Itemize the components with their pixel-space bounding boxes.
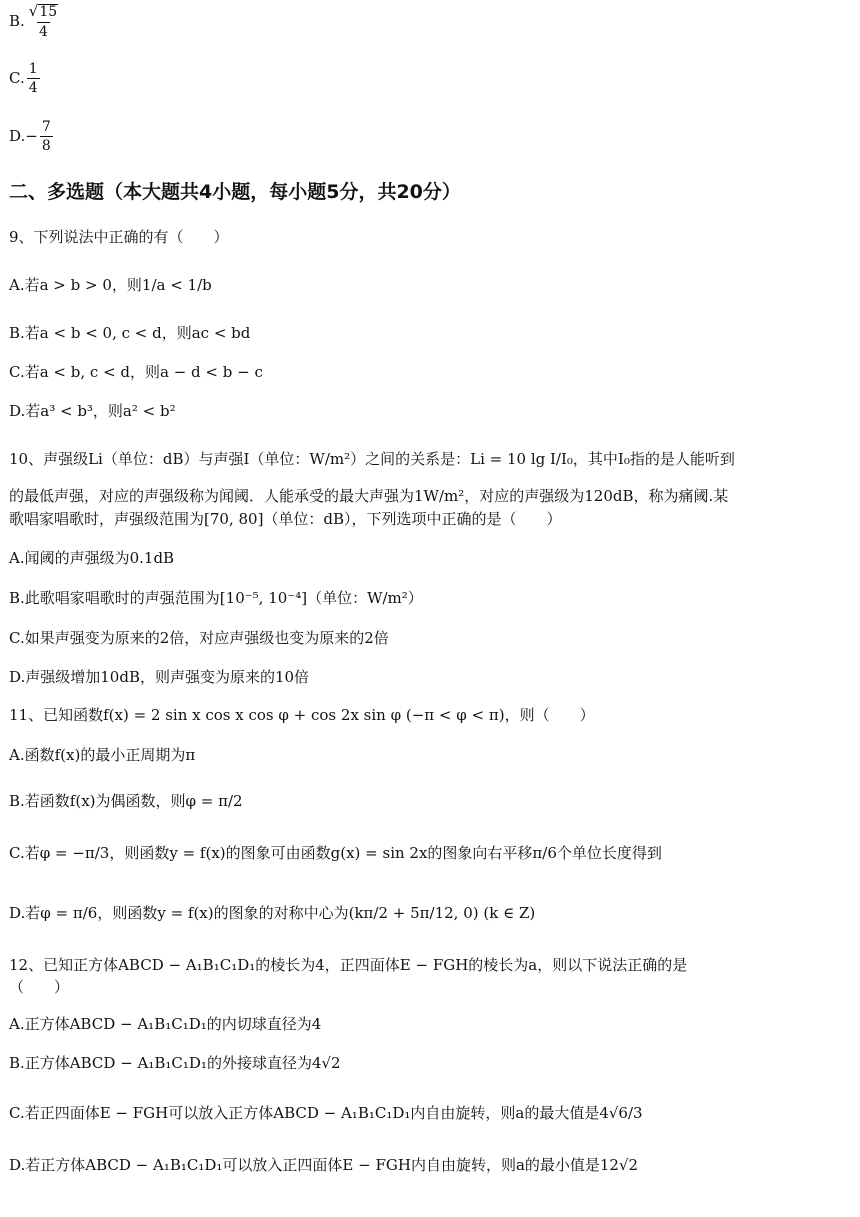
q9-stem: 9、下列说法中正确的有（ ） xyxy=(9,228,229,246)
q11-option-d: D.若φ = π/6，则函数y = f(x)的图象的对称中心为(kπ/2 + 5π/12, 0) (k ∈ Z) xyxy=(9,904,536,922)
option-label: B. xyxy=(9,12,25,31)
q10-option-d: D.声强级增加10dB，则声强变为原来的10倍 xyxy=(9,668,310,686)
q12-stem-line1: 12、已知正方体ABCD − A₁B₁C₁D₁的棱长为4，正四面体E − FGH的棱长为a，则以下说法正确的是 xyxy=(9,956,688,974)
q11-stem: 11、已知函数f(x) = 2 sin x cos x cos φ + cos 2x sin φ (−π < φ < π)，则（ ） xyxy=(9,706,595,724)
q11-option-b: B.若函数f(x)为偶函数，则φ = π/2 xyxy=(9,792,243,810)
option-label: C. xyxy=(9,69,25,87)
option-d-previous xyxy=(9,120,55,153)
section-heading: 二、多选题（本大题共4小题，每小题5分，共20分） xyxy=(9,181,461,203)
option-c-previous xyxy=(9,62,42,95)
q12-option-b: B.正方体ABCD − A₁B₁C₁D₁的外接球直径为4√2 xyxy=(9,1054,341,1072)
q10-stem-line1: 10、声强级Li（单位：dB）与声强I（单位：W/m²）之间的关系是：Li = 10 lg I/I₀，其中I₀指的是人能听到 xyxy=(9,450,735,468)
option-b-previous xyxy=(9,4,62,39)
q10-option-a: A.闻阈的声强级为0.1dB xyxy=(9,549,175,567)
fraction: $\frac{7}{8}$ xyxy=(41,119,51,154)
q10-stem-line3: 歌唱家唱歌时，声强级范围为[70, 80]（单位：dB），下列选项中正确的是（ ） xyxy=(9,510,562,528)
fraction: √ 15 4 xyxy=(28,2,58,41)
q10-stem-line2: 的最低声强，对应的声强级称为闻阈．人能承受的最大声强为1W/m²，对应的声强级为120dB，称为痛阈.某 xyxy=(9,487,729,505)
q10-option-b: B.此歌唱家唱歌时的声强范围为[10⁻⁵, 10⁻⁴]（单位：W/m²） xyxy=(9,589,423,607)
q10-option-c: C.如果声强变为原来的2倍，对应声强级也变为原来的2倍 xyxy=(9,629,389,647)
q12-option-a: A.正方体ABCD − A₁B₁C₁D₁的内切球直径为4 xyxy=(9,1015,322,1033)
q11-option-a: A.函数f(x)的最小正周期为π xyxy=(9,746,196,764)
q11-option-c: C.若φ = −π/3，则函数y = f(x)的图象可由函数g(x) = sin 2x的图象向右平移π/6个单位长度得到 xyxy=(9,844,662,862)
q9-option-a: A.若a > b > 0，则1/a < 1/b xyxy=(9,276,212,294)
q9-option-c: C.若a < b, c < d，则a − d < b − c xyxy=(9,363,263,381)
option-label: D.− xyxy=(9,127,38,145)
q9-option-d: D.若a³ < b³，则a² < b² xyxy=(9,402,176,420)
q12-option-c: C.若正四面体E − FGH可以放入正方体ABCD − A₁B₁C₁D₁内自由旋转，则a的最大值是4√6/3 xyxy=(9,1104,643,1122)
q12-option-d: D.若正方体ABCD − A₁B₁C₁D₁可以放入正四面体E − FGH内自由旋转，则a的最小值是12√2 xyxy=(9,1156,639,1174)
q12-stem-line2: （ ） xyxy=(9,978,70,996)
q9-option-b: B.若a < b < 0, c < d，则ac < bd xyxy=(9,324,251,342)
fraction: $\frac{1}{4}$ xyxy=(28,61,38,96)
